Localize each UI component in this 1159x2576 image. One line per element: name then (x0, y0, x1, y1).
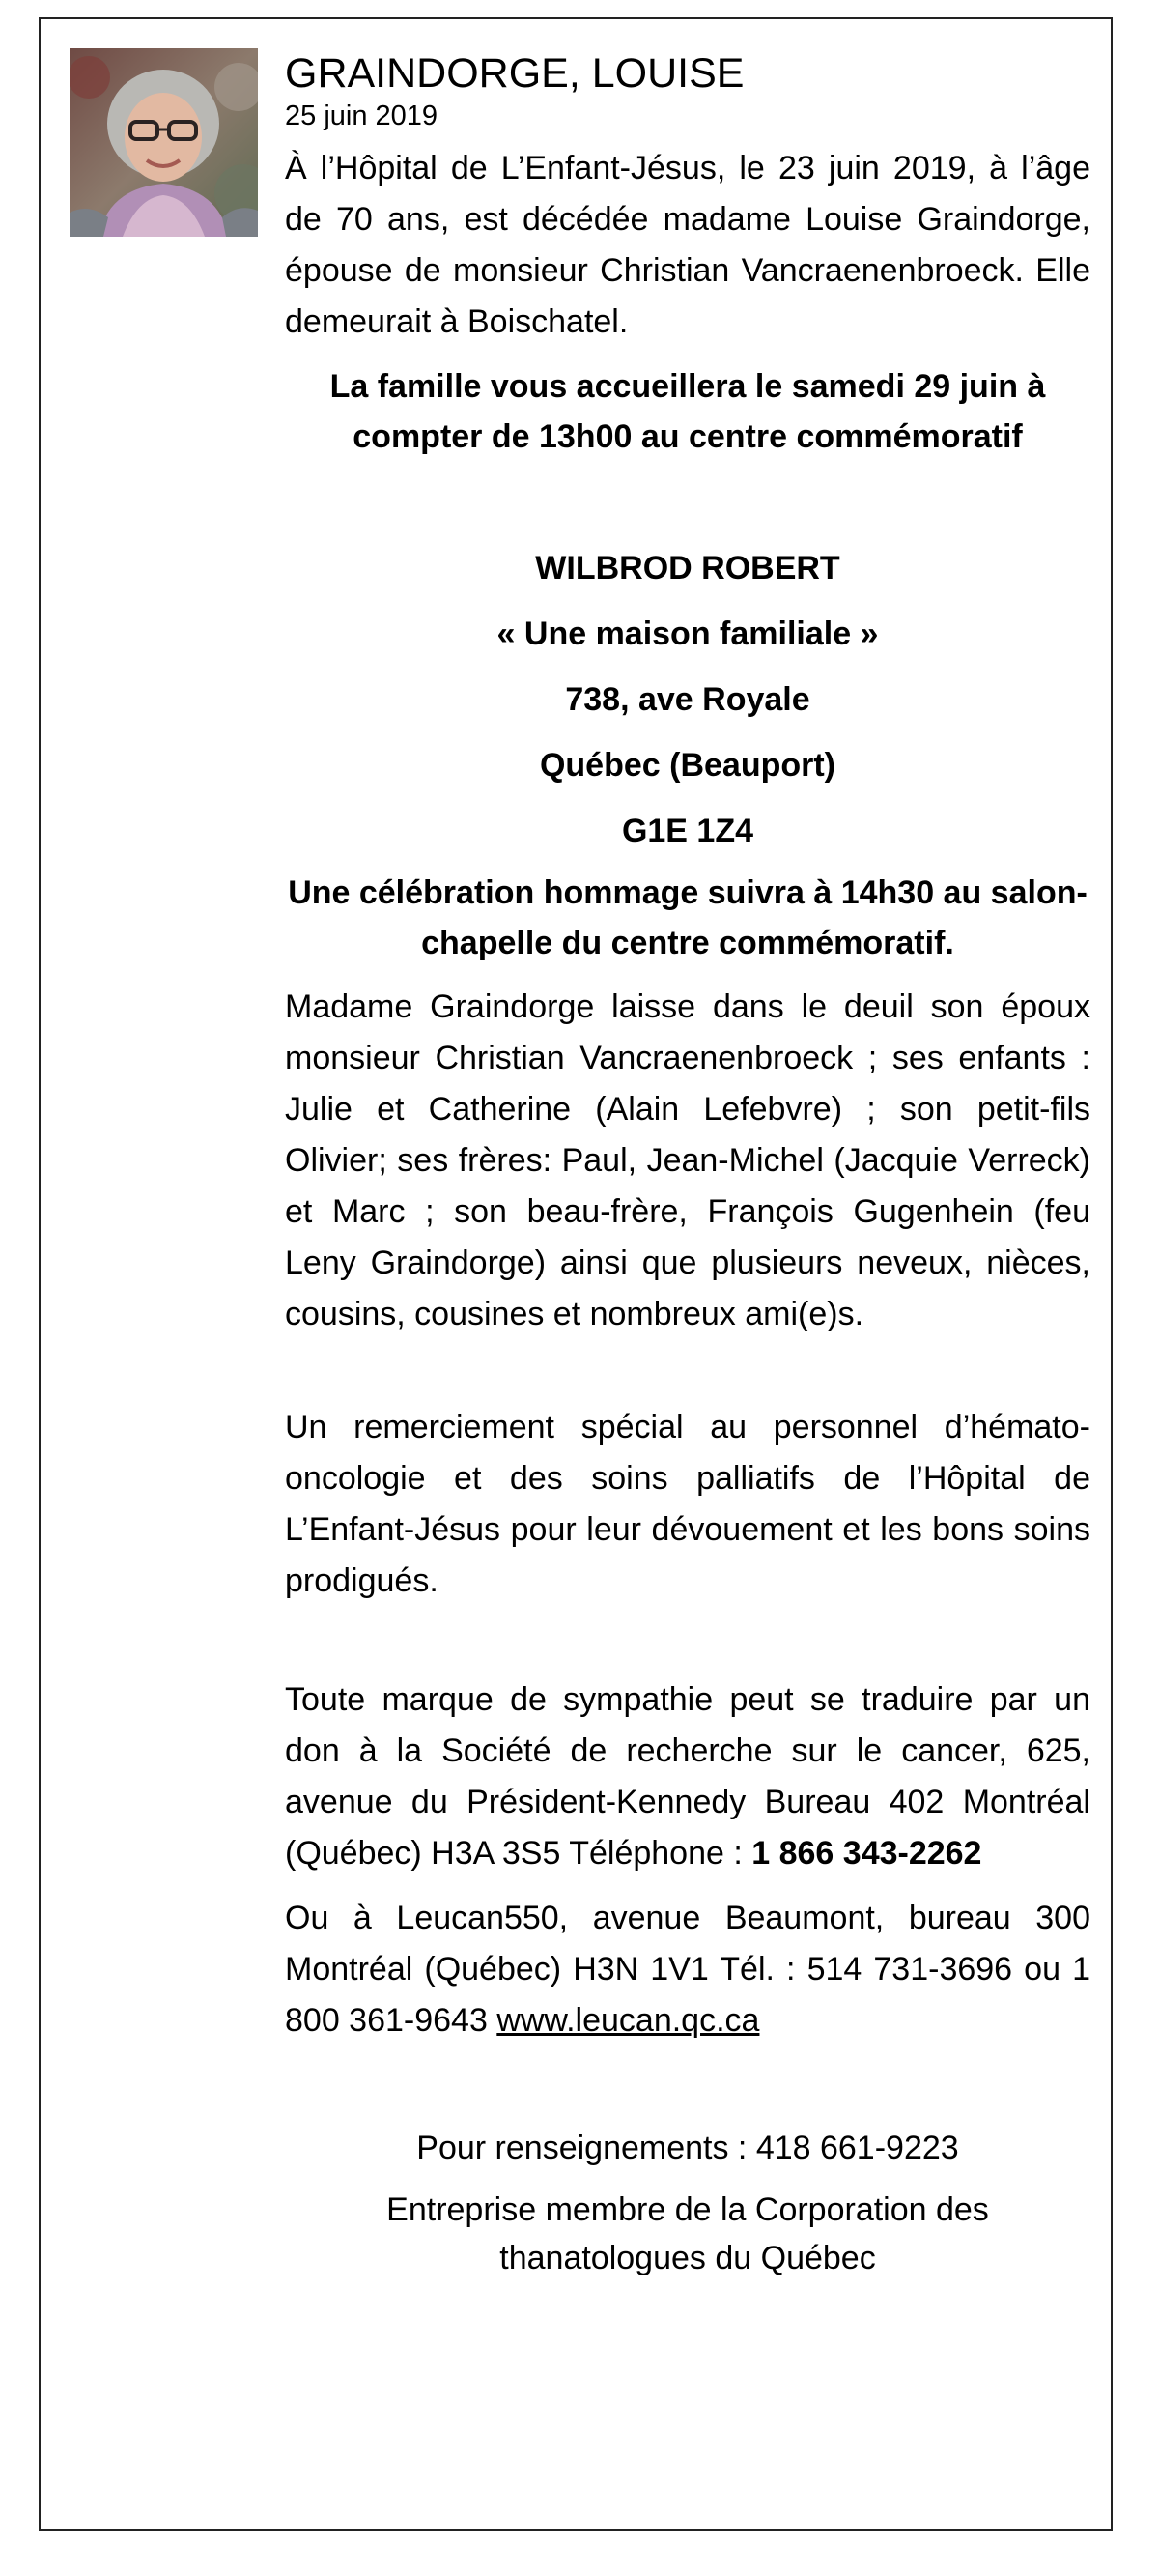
donation-2-text: Ou à Leucan550, avenue Beaumont, bureau 300 Montréal (Québec) H3N 1V1 Tél. : 514 731-3696 ou 1 800 361-9643 (285, 1900, 1090, 2039)
intro-paragraph: À l’Hôpital de L’Enfant-Jésus, le 23 juin 2019, à l’âge de 70 ans, est décédée madame Louise Graindorge, épouse de monsieur Christian Vancraenenbroeck. Elle demeurait à Boischatel. (285, 150, 1090, 340)
leucan-link[interactable]: www.leucan.qc.ca (496, 2002, 760, 2039)
survivors-paragraph: Madame Graindorge laisse dans le deuil son époux monsieur Christian Vancraenenbroeck ; ses enfants : Julie et Catherine (Alain Lefebvre) ; son petit-fils Olivier; ses frères: Paul, Jean-Michel (Jacquie Verreck) et Marc ; son beau-frère, François Gugenhein (feu Leny Graindorge) ainsi que plusieurs neveux, nièces, cousins, cousines et nombreux ami(e)s. (285, 988, 1090, 1332)
spacer (285, 2046, 1090, 2124)
funeral-home-slogan: « Une maison familiale » (496, 615, 879, 652)
funeral-home-name: WILBROD ROBERT (535, 550, 840, 587)
obituary-frame (39, 17, 1113, 2531)
membership-line: Entreprise membre de la Corporation des thanatologues du Québec (386, 2191, 989, 2276)
donation-paragraph-1 (285, 1674, 1090, 1879)
info-line: Pour renseignements : 418 661-9223 (416, 2130, 959, 2166)
donation-1-text: Toute marque de sympathie peut se traduire par un don à la Société de recherche sur le cancer, 625, avenue du Président-Kennedy Bureau 402 Montréal (Québec) H3A 3S5 Téléphone : (285, 1681, 1090, 1872)
funeral-home-postal: G1E 1Z4 (621, 813, 754, 849)
spacer (285, 1607, 1090, 1674)
donation-1-phone: 1 866 343-2262 (751, 1835, 982, 1872)
funeral-home-street: 738, ave Royale (565, 681, 810, 718)
notice-content (285, 48, 1090, 2282)
deceased-name: GRAINDORGE, LOUISE (285, 50, 745, 97)
spacer (285, 462, 1090, 543)
spacer (285, 1340, 1090, 1402)
publication-date: 25 juin 2019 (285, 100, 438, 131)
thanks-paragraph: Un remerciement spécial au personnel d’hémato-oncologie et des soins palliatifs de l’Hôpital de L’Enfant-Jésus pour leur dévouement et les bons soins prodigués. (285, 1409, 1090, 1599)
portrait-photo (70, 48, 258, 237)
ceremony-paragraph: Une célébration hommage suivra à 14h30 au salon-chapelle du centre commémoratif. (288, 874, 1088, 961)
funeral-home-city: Québec (Beauport) (539, 747, 836, 784)
donation-paragraph-2 (285, 1893, 1090, 2046)
visitation-paragraph: La famille vous accueillera le samedi 29 juin à compter de 13h00 au centre commémoratif (329, 368, 1046, 455)
